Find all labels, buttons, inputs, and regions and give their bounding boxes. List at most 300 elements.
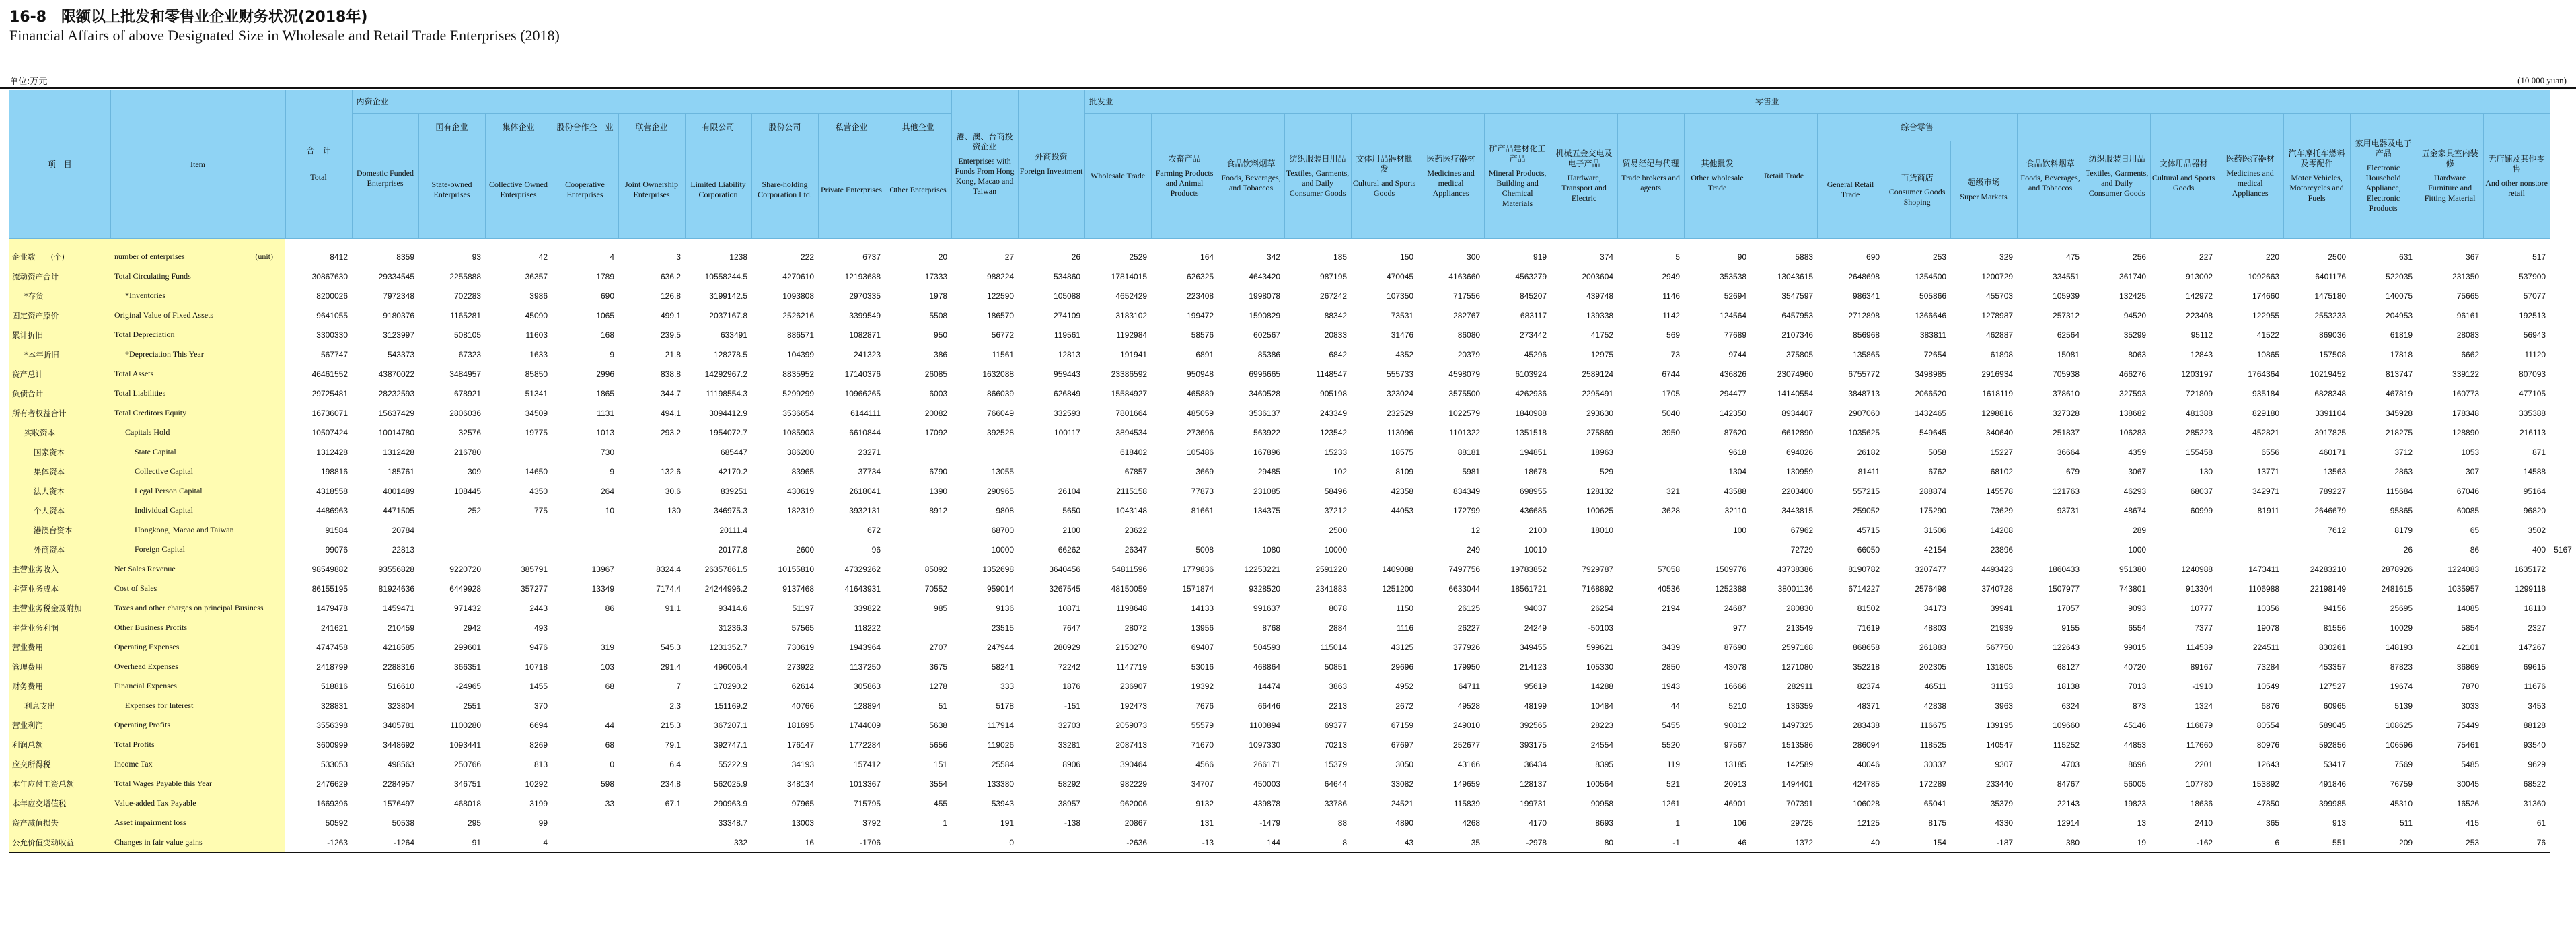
table-cell: 2576498 <box>1915 583 1947 594</box>
row-label-cn: 资产减值损失 <box>9 813 110 832</box>
table-cell: 17057 <box>2057 603 2080 613</box>
table-cell: 60965 <box>2323 701 2347 711</box>
table-cell: 707391 <box>1786 798 1814 808</box>
header-cn: 百货商店 <box>1901 172 1934 182</box>
table-cell: 116879 <box>2186 720 2213 730</box>
table-cell: 6144111 <box>850 408 881 418</box>
table-cell: 1106988 <box>2248 583 2280 594</box>
table-cell: 562025.9 <box>713 779 747 789</box>
table-cell <box>1351 520 1418 540</box>
table-cell: 31236.3 <box>718 622 747 633</box>
table-cell: 66446 <box>1257 701 1281 711</box>
table-cell: 39941 <box>1990 603 2014 613</box>
table-cell: 88 <box>1337 818 1348 828</box>
table-cell <box>485 540 552 559</box>
table-cell: 1203197 <box>2181 369 2213 379</box>
table-cell: 1000 <box>2128 544 2147 555</box>
table-cell: 537900 <box>2519 271 2546 281</box>
row-label-cn: 本年应交增值税 <box>9 793 110 813</box>
table-cell: 9 <box>610 466 614 476</box>
table-cell: 3640456 <box>1049 564 1081 574</box>
row-label-en-text: Original Value of Fixed Assets <box>114 310 214 320</box>
table-cell: 94037 <box>1524 603 1547 613</box>
header-cn: 超级市场 <box>1967 178 2000 187</box>
table-cell: 1251200 <box>1382 583 1414 594</box>
table-cell: 1240988 <box>2181 564 2213 574</box>
table-row <box>9 247 2567 266</box>
table-cell: 1093441 <box>449 740 481 750</box>
table-cell: 107780 <box>2186 779 2213 789</box>
table-cell <box>552 813 618 832</box>
table-cell: 335388 <box>2519 408 2546 418</box>
table-cell: 215.3 <box>660 720 681 730</box>
table-cell: 118222 <box>854 622 881 633</box>
table-cell: 3300330 <box>316 330 348 340</box>
table-cell: -1910 <box>2192 681 2213 691</box>
table-cell: 2600 <box>796 544 814 555</box>
table-cell: 2863 <box>2394 466 2413 476</box>
table-row <box>9 306 2567 325</box>
table-cell: 19823 <box>2123 798 2147 808</box>
row-label-cn: 个人资本 <box>9 501 110 520</box>
table-cell: 8693 <box>1595 818 1614 828</box>
financial-table <box>9 90 2572 853</box>
table-cell: 1101322 <box>1449 427 1481 437</box>
table-cell: 13956 <box>1191 622 1214 633</box>
row-label-en-text: Net Sales Revenue <box>114 564 176 573</box>
table-cell: 1479478 <box>316 603 348 613</box>
table-cell: 28072 <box>1124 622 1148 633</box>
table-row <box>9 462 2567 481</box>
table-cell: 191 <box>1000 818 1015 828</box>
table-cell: 4486963 <box>316 505 348 515</box>
table-cell <box>1151 520 1218 540</box>
table-cell: 4350 <box>529 486 548 496</box>
header-cn: 文体用品器材 <box>2159 159 2208 168</box>
table-cell: 35 <box>1418 832 1484 853</box>
table-cell: 8359 <box>396 252 414 262</box>
row-label-en <box>110 735 285 754</box>
table-cell: 1409088 <box>1382 564 1414 574</box>
table-cell: 342971 <box>2252 486 2280 496</box>
table-cell: 79.1 <box>665 740 681 750</box>
table-row <box>9 793 2567 813</box>
row-label-cn: 利息支出 <box>9 696 110 715</box>
table-cell: 346975.3 <box>713 505 747 515</box>
table-cell: 518816 <box>320 681 348 691</box>
row-label-en-text: Hongkong, Macao and Taiwan <box>135 525 234 534</box>
table-cell: 5167 <box>2554 544 2572 555</box>
table-cell: 84767 <box>2057 779 2080 789</box>
table-cell: 913304 <box>2186 583 2213 594</box>
table-cell: 1633 <box>529 349 548 359</box>
table-cell: 959443 <box>1054 369 1081 379</box>
table-cell: 386 <box>934 349 948 359</box>
header-en: Textiles, Garments, and Daily Consumer Goods <box>1286 168 1350 198</box>
table-cell: 116675 <box>1919 720 1947 730</box>
table-cell: 192473 <box>1120 701 1148 711</box>
spacer-row <box>9 239 2567 248</box>
table-cell: 2003604 <box>1582 271 1614 281</box>
domestic-subcol-en-1: Collective Owned Enterprises <box>485 141 552 239</box>
table-cell: 10155810 <box>778 564 814 574</box>
table-cell: 45715 <box>1857 525 1880 535</box>
table-cell: 178348 <box>2452 408 2480 418</box>
table-cell: 68102 <box>1990 466 2014 476</box>
table-cell: 182319 <box>786 505 814 515</box>
retail-general-en: General Retail Trade <box>1817 141 1884 239</box>
table-cell: 361740 <box>2119 271 2147 281</box>
table-cell: 551 <box>2283 832 2350 853</box>
table-cell: 151169.2 <box>714 701 747 711</box>
table-cell: 140075 <box>2386 291 2413 301</box>
table-cell: 592856 <box>2319 740 2347 750</box>
table-cell: 106 <box>1733 818 1747 828</box>
table-cell: 48674 <box>2123 505 2147 515</box>
table-cell: 56943 <box>2523 330 2546 340</box>
table-cell: 393175 <box>1520 740 1547 750</box>
table-cell: 68127 <box>2057 662 2080 672</box>
table-cell: 19674 <box>2390 681 2413 691</box>
table-cell: 5508 <box>929 310 948 320</box>
table-cell: 86080 <box>1457 330 1481 340</box>
table-cell: 415 <box>2466 818 2480 828</box>
table-cell: 72729 <box>1790 544 1814 555</box>
table-cell: 12125 <box>1857 818 1880 828</box>
table-cell: 2618041 <box>849 486 881 496</box>
table-cell: 468018 <box>453 798 481 808</box>
table-cell: 17818 <box>2390 349 2413 359</box>
table-cell: 2916934 <box>1981 369 2014 379</box>
table-cell: 2526216 <box>782 310 814 320</box>
table-cell: 18575 <box>1391 447 1414 457</box>
table-cell: 1978 <box>929 291 948 301</box>
table-cell: 2806036 <box>449 408 481 418</box>
table-cell: 290965 <box>987 486 1015 496</box>
table-cell: 2327 <box>2528 622 2546 633</box>
table-cell: 133380 <box>987 779 1015 789</box>
table-cell: 15379 <box>1324 759 1348 769</box>
table-cell <box>1617 442 1684 462</box>
table-cell: 194851 <box>1520 447 1547 457</box>
table-cell: 38957 <box>1058 798 1081 808</box>
table-cell: 28083 <box>2456 330 2480 340</box>
table-cell: 15233 <box>1324 447 1348 457</box>
table-cell: 321 <box>1666 486 1681 496</box>
table-cell: 6891 <box>1195 349 1214 359</box>
table-cell: 157412 <box>853 759 881 769</box>
table-cell: 2884 <box>1329 622 1348 633</box>
table-header <box>9 90 2567 239</box>
table-cell: 28232593 <box>378 388 414 398</box>
table-cell: 26227 <box>1457 622 1481 633</box>
row-label-en <box>110 715 285 735</box>
header-en: Cultural and Sports Goods <box>2151 173 2215 192</box>
row-label-en <box>110 423 285 442</box>
table-cell: 90812 <box>1724 720 1747 730</box>
table-cell: 13771 <box>2256 466 2280 476</box>
table-cell: 18561721 <box>1510 583 1547 594</box>
table-row <box>9 754 2567 774</box>
table-cell: 8063 <box>2128 349 2147 359</box>
table-cell: 3405781 <box>383 720 414 730</box>
domestic-subcol-header-3: 联营企业 <box>618 114 685 141</box>
table-cell: 3443815 <box>1781 505 1814 515</box>
table-cell: 14292967.2 <box>704 369 747 379</box>
table-cell: 9180376 <box>383 310 414 320</box>
table-cell: 20833 <box>1324 330 1348 340</box>
table-cell <box>1218 520 1284 540</box>
table-cell: 283438 <box>1853 720 1880 730</box>
table-cell: 3502 <box>2528 525 2546 535</box>
table-cell: 1943964 <box>849 642 881 652</box>
table-cell: 470045 <box>1387 271 1414 281</box>
table-cell: 3199 <box>529 798 548 808</box>
wholesale-subcol-header-7 <box>1617 114 1684 239</box>
table-cell: 10865 <box>2256 349 2280 359</box>
table-cell: 14208 <box>1990 525 2014 535</box>
header-en: Motor Vehicles, Motorcycles and Fuels <box>2289 173 2344 203</box>
table-cell: 8269 <box>529 740 548 750</box>
table-cell: 24249 <box>1524 622 1547 633</box>
row-label-en-text: Total Creditors Equity <box>114 408 187 417</box>
table-cell: 3628 <box>1662 505 1681 515</box>
table-cell: 48199 <box>1524 701 1547 711</box>
table-cell: 1131 <box>597 408 614 418</box>
table-cell: 4703 <box>2061 759 2080 769</box>
table-cell: 142972 <box>2186 291 2213 301</box>
table-cell: 53943 <box>991 798 1015 808</box>
table-cell: 11603 <box>525 330 548 340</box>
table-cell: -13 <box>1151 832 1218 853</box>
table-cell: 1571874 <box>1182 583 1214 594</box>
row-label-en-text: Total Liabilities <box>114 388 166 398</box>
table-cell: -151 <box>1064 701 1081 711</box>
table-cell: 13563 <box>2323 466 2347 476</box>
table-cell: 40 <box>1817 832 1884 853</box>
table-cell: 170290.2 <box>713 681 747 691</box>
table-cell: 1475180 <box>2314 291 2347 301</box>
header-cn: 农畜产品 <box>1168 153 1201 164</box>
table-cell <box>2217 520 2283 540</box>
table-cell: 109660 <box>2053 720 2080 730</box>
table-cell: 1576497 <box>383 798 414 808</box>
unit-label-cn: 单位:万元 <box>9 77 48 87</box>
table-cell: 23515 <box>991 622 1015 633</box>
row-label-en <box>110 754 285 774</box>
table-cell: 142350 <box>1720 408 1747 418</box>
domestic-total-header <box>352 114 418 239</box>
table-cell: 68522 <box>2523 779 2546 789</box>
table-cell: 2646679 <box>2314 505 2347 515</box>
table-cell: 64711 <box>1458 681 1481 691</box>
row-label-cn: 外商资本 <box>9 540 110 559</box>
table-cell <box>2283 540 2350 559</box>
table-cell: 10356 <box>2256 603 2280 613</box>
table-cell: 105939 <box>2053 291 2080 301</box>
table-cell: 253 <box>1933 252 1947 262</box>
table-cell: 694026 <box>1786 447 1814 457</box>
table-cell: 4643420 <box>1249 271 1281 281</box>
table-cell: 6554 <box>2128 622 2147 633</box>
table-cell: 48803 <box>1923 622 1947 633</box>
table-cell: 9629 <box>2528 759 2546 769</box>
table-cell: 243349 <box>1320 408 1348 418</box>
table-cell: 6996665 <box>1249 369 1281 379</box>
table-cell: 8 <box>1284 832 1351 853</box>
table-cell: 42170.2 <box>718 466 747 476</box>
table-cell: 3067 <box>2128 466 2147 476</box>
table-cell: 1772284 <box>849 740 881 750</box>
table-cell: 10010 <box>1524 544 1547 555</box>
table-cell: 142589 <box>1786 759 1814 769</box>
table-cell: 209 <box>2350 832 2417 853</box>
table-cell: 1147719 <box>1116 662 1148 672</box>
table-cell: 249010 <box>1453 720 1481 730</box>
row-label-en <box>110 325 285 345</box>
table-cell: 2707 <box>929 642 948 652</box>
table-cell: 253 <box>2417 832 2483 853</box>
table-cell: 971432 <box>453 603 481 613</box>
table-cell <box>618 832 685 853</box>
table-cell: 332593 <box>1054 408 1081 418</box>
table-cell: 12253221 <box>1244 564 1281 574</box>
table-cell: 2476629 <box>316 779 348 789</box>
table-cell: 1231352.7 <box>709 642 747 652</box>
table-cell: 69377 <box>1324 720 1348 730</box>
table-cell: 32110 <box>1724 505 1747 515</box>
table-cell: 2100 <box>1529 525 1547 535</box>
domestic-subcol-header-4: 有限公司 <box>685 114 751 141</box>
table-cell: 348134 <box>786 779 814 789</box>
table-cell: 43078 <box>1724 662 1747 672</box>
table-cell: 47850 <box>2256 798 2280 808</box>
table-cell: 94520 <box>2123 310 2147 320</box>
table-cell: 91 <box>418 832 485 853</box>
retail-subcol-header-9 <box>2417 114 2483 239</box>
table-cell: 436685 <box>1520 505 1547 515</box>
table-cell: 5008 <box>1195 544 1214 555</box>
table-cell: 339122 <box>2452 369 2480 379</box>
table-cell: 16 <box>751 832 818 853</box>
table-cell: 76 <box>2483 832 2550 853</box>
table-cell: 563922 <box>1253 427 1281 437</box>
table-cell: 6103924 <box>1515 369 1547 379</box>
table-cell: 3575500 <box>1448 388 1481 398</box>
table-cell: 37212 <box>1324 505 1348 515</box>
table-cell: 4652429 <box>1115 291 1148 301</box>
table-cell <box>1018 832 1084 853</box>
table-cell: 357277 <box>520 583 548 594</box>
table-cell: 172799 <box>1453 505 1481 515</box>
table-cell: 77873 <box>1191 486 1214 496</box>
table-cell: 23896 <box>1990 544 2014 555</box>
table-cell: 81556 <box>2323 622 2347 633</box>
table-cell: 55222.9 <box>718 759 747 769</box>
table-cell: 128278.5 <box>713 349 747 359</box>
row-label-en-text: Cost of Sales <box>114 583 157 593</box>
table-cell: 67046 <box>2456 486 2480 496</box>
table-cell: 3600999 <box>316 740 348 750</box>
table-cell: 81661 <box>1191 505 1214 515</box>
table-cell: 6762 <box>1928 466 1947 476</box>
table-cell: 256 <box>2133 252 2147 262</box>
domestic-subcol-en-4: Limited Liability Corporation <box>685 141 751 239</box>
table-cell: 10871 <box>1058 603 1081 613</box>
table-cell: 4262936 <box>1515 388 1547 398</box>
row-label-cn: 所有者权益合计 <box>9 403 110 423</box>
table-cell: 264 <box>600 486 614 496</box>
table-cell: 390464 <box>1120 759 1148 769</box>
table-cell: 5210 <box>1728 701 1747 711</box>
table-cell: 134375 <box>1253 505 1281 515</box>
table-cell: 2107346 <box>1781 330 1814 340</box>
table-cell: 465889 <box>1187 388 1214 398</box>
table-cell: 935184 <box>2252 388 2280 398</box>
row-label-en-text: Collective Capital <box>135 466 193 476</box>
table-cell: 1261 <box>1662 798 1681 808</box>
table-cell: 28223 <box>1590 720 1614 730</box>
table-cell: 869036 <box>2319 330 2347 340</box>
domestic-subcol-en-5: Share-holding Corporation Ltd. <box>751 141 818 239</box>
row-label-cn: 流动资产合计 <box>9 266 110 286</box>
table-cell: 20379 <box>1457 349 1481 359</box>
table-cell: 13967 <box>591 564 614 574</box>
row-label-cn: 主营业务税金及附加 <box>9 598 110 618</box>
table-cell: 439878 <box>1253 798 1281 808</box>
table-cell: 43588 <box>1724 486 1747 496</box>
table-cell: 5455 <box>1662 720 1681 730</box>
table-cell: 2410 <box>2195 818 2213 828</box>
table-cell: 18678 <box>1524 466 1547 476</box>
table-cell: 6744 <box>1662 369 1681 379</box>
table-cell: 295 <box>467 818 481 828</box>
row-label-en-text: Value-added Tax Payable <box>114 798 196 808</box>
table-cell: 34173 <box>1923 603 1947 613</box>
table-cell: 353538 <box>1720 271 1747 281</box>
table-cell: 280830 <box>1786 603 1814 613</box>
table-cell: 4 <box>485 832 552 853</box>
table-cell: 1459471 <box>383 603 414 613</box>
table-cell: 618402 <box>1120 447 1148 457</box>
table-cell: 20867 <box>1124 818 1148 828</box>
table-cell: 11120 <box>2524 349 2546 359</box>
table-cell: 14140554 <box>1777 388 1814 398</box>
table-cell: 8109 <box>1395 466 1414 476</box>
table-cell: 9476 <box>529 642 548 652</box>
table-cell: 743801 <box>2119 583 2147 594</box>
table-cell: 98549882 <box>311 564 348 574</box>
table-cell: 29485 <box>1257 466 1281 476</box>
table-cell: 105486 <box>1187 447 1214 457</box>
table-cell: 23271 <box>858 447 881 457</box>
table-cell: 87690 <box>1724 642 1747 652</box>
table-cell: 9136 <box>996 603 1015 613</box>
table-cell: 886571 <box>786 330 814 340</box>
table-cell: 75461 <box>2456 740 2480 750</box>
table-cell: 115014 <box>1320 642 1348 652</box>
table-cell: 73629 <box>1990 505 2014 515</box>
row-label-cn: 负债合计 <box>9 384 110 403</box>
table-cell: 88181 <box>1457 447 1481 457</box>
table-cell: 30867630 <box>311 271 348 281</box>
table-cell: 119026 <box>987 740 1015 750</box>
table-cell: 2553233 <box>2314 310 2347 320</box>
row-label-en <box>110 364 285 384</box>
table-cell: 29334545 <box>378 271 414 281</box>
table-cell: 7676 <box>1195 701 1214 711</box>
table-cell: 1092663 <box>2248 271 2280 281</box>
